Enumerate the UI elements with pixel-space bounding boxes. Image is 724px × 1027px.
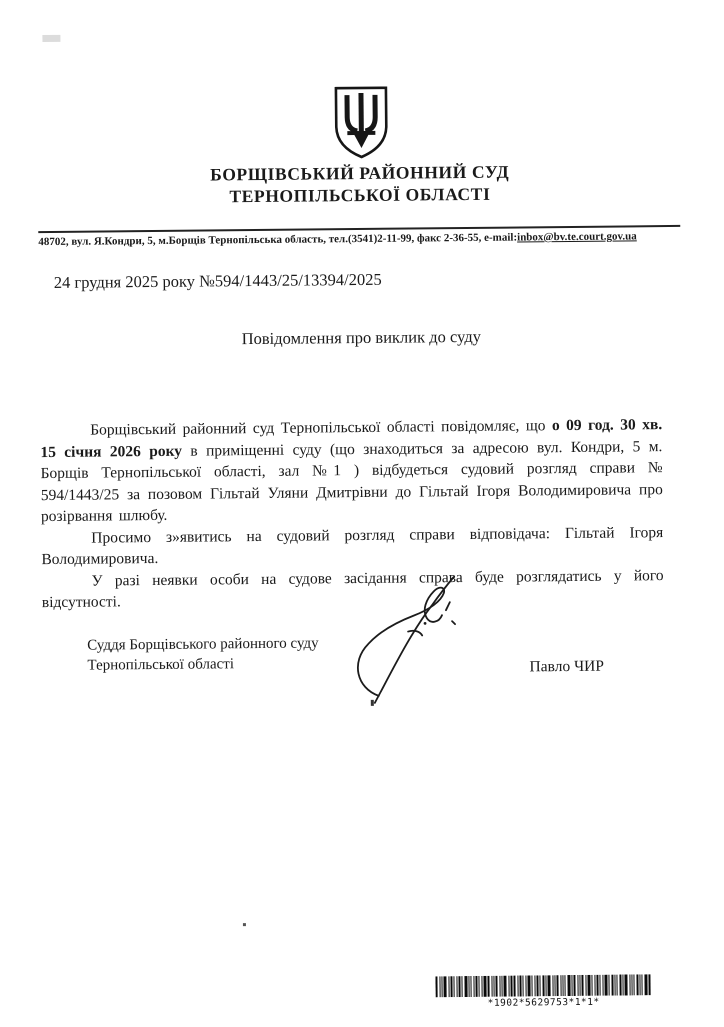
barcode-bar xyxy=(473,976,474,997)
barcode-bar xyxy=(522,975,523,996)
barcode-bar xyxy=(481,976,482,997)
scan-smudge xyxy=(42,35,60,42)
barcode-bar xyxy=(519,975,521,996)
barcode-bar xyxy=(478,976,479,997)
barcode-bar xyxy=(499,976,500,997)
barcode-bar xyxy=(453,976,454,997)
barcode-bar xyxy=(599,975,600,996)
barcode-bar xyxy=(624,974,627,995)
barcode-bar xyxy=(591,975,592,996)
barcode-bar xyxy=(631,974,632,995)
barcode-bar xyxy=(573,975,575,996)
barcode-bar xyxy=(458,976,460,997)
barcode-bar xyxy=(517,976,518,997)
barcode-bar xyxy=(470,976,471,997)
judge-role-line2: Тернопільської області xyxy=(87,656,235,674)
ukraine-trident-emblem-icon xyxy=(330,85,393,162)
barcode-bar xyxy=(594,975,595,996)
barcode-bar xyxy=(636,974,638,995)
barcode-bar xyxy=(567,975,570,996)
barcode-bar xyxy=(633,974,634,995)
barcode-bar xyxy=(556,975,558,996)
barcode-bar xyxy=(483,976,486,997)
scan-speck xyxy=(371,700,374,706)
barcode-bar xyxy=(461,976,462,997)
court-email-link[interactable]: inbox@bv.te.court.gov.ua xyxy=(517,230,637,244)
barcode-bar xyxy=(545,975,546,996)
barcode-bar xyxy=(468,976,469,997)
barcode-bar xyxy=(443,976,446,997)
barcode-bar xyxy=(525,975,526,996)
paragraph1-hearing-datetime: о 09 год. 30 хв. 15 січня 2026 року xyxy=(40,416,663,461)
barcode-bar xyxy=(536,975,538,996)
barcode-bar xyxy=(475,976,477,997)
barcode-bar xyxy=(571,975,572,996)
body-paragraph-2: Просимо з»явитись на судовий розгляд справи відповідача: Гільтай Ігоря Володимировича. xyxy=(41,523,664,569)
barcode-bar xyxy=(577,975,578,996)
barcode-bar xyxy=(508,976,509,997)
barcode-bar xyxy=(585,975,586,996)
barcode-bar xyxy=(622,975,623,996)
barcode-bar xyxy=(448,976,449,997)
handwritten-signature xyxy=(348,575,489,704)
barcode-bar xyxy=(441,976,442,997)
judge-name: Павло ЧИР xyxy=(529,657,604,676)
barcode-bar xyxy=(450,976,452,997)
barcode-bar xyxy=(552,975,553,996)
barcode-bar xyxy=(581,975,583,996)
barcode-bar xyxy=(564,975,565,996)
barcode-bar xyxy=(487,976,489,997)
barcode-bar xyxy=(611,975,613,996)
date-and-case-number: 24 грудня 2025 року №594/1443/25/13394/2025 xyxy=(53,269,382,292)
barcode-bar xyxy=(619,975,621,996)
barcode-bars xyxy=(435,974,651,997)
barcode-bar xyxy=(562,975,563,996)
barcode-bar xyxy=(579,975,580,996)
barcode-bar xyxy=(547,975,550,996)
barcode-text: *1902*5629753*1*1* xyxy=(487,996,600,1009)
judge-role-block xyxy=(87,633,319,675)
barcode-bar xyxy=(531,975,532,996)
barcode-bar xyxy=(510,976,512,997)
barcode-bar xyxy=(501,976,502,997)
barcode-bar xyxy=(439,976,440,997)
barcode-bar xyxy=(456,976,457,997)
body-paragraph-3: У разі неявки особи на судове засідання справа буде розглядатись у його відсутності. xyxy=(41,566,664,612)
barcode-bar xyxy=(587,975,590,996)
barcode-bar xyxy=(464,976,467,997)
barcode xyxy=(435,974,651,1009)
barcode-bar xyxy=(513,976,515,997)
barcode-bar xyxy=(527,975,530,996)
court-name-line1: БОРЩІВСЬКИЙ РАЙОННИЙ СУД xyxy=(210,161,510,185)
barcode-bar xyxy=(534,975,535,996)
barcode-bar xyxy=(435,976,437,997)
barcode-bar xyxy=(493,976,494,997)
barcode-bar xyxy=(554,975,555,996)
barcode-bar xyxy=(503,976,506,997)
barcode-bar xyxy=(539,975,540,996)
paragraph1-start: Борщівський районний суд Тернопільської області повідомляє, що xyxy=(90,417,552,439)
barcode-bar xyxy=(608,975,609,996)
scan-speck xyxy=(243,923,246,926)
court-name xyxy=(0,159,722,210)
barcode-bar xyxy=(495,976,497,997)
barcode-bar xyxy=(629,974,630,995)
barcode-bar xyxy=(616,975,617,996)
barcode-bar xyxy=(542,975,544,996)
document-title: Повідомлення про виклик до суду xyxy=(241,326,482,349)
barcode-bar xyxy=(648,974,650,995)
court-name-line2: ТЕРНОПІЛЬСЬКОЇ ОБЛАСТІ xyxy=(229,183,491,207)
judge-role-line1: Суддя Борщівського районного суду xyxy=(87,635,319,654)
barcode-bar xyxy=(596,975,598,996)
barcode-bar xyxy=(604,975,607,996)
barcode-bar xyxy=(644,974,647,995)
paragraph1-end: в приміщенні суду (що знаходиться за адресою вул. Кондри, 5 м. Борщів Тернопільської області, зал №1 ) відбудеться судовий розгляд справи № 594/1443/25 за позовом Гільтай Уляни Дмитрівни до Гільтай Ігоря Володимировича про розірвання шлюбу. xyxy=(40,437,663,526)
barcode-bar xyxy=(560,975,561,996)
barcode-bar xyxy=(614,975,615,996)
body-paragraph-1 xyxy=(40,414,663,527)
barcode-bar xyxy=(491,976,492,997)
court-address-text: 48702, вул. Я.Кондри, 5, м.Борщів Тернопільська область, тел.(3541)2-11-99, факс 2-36-55, e-mail: xyxy=(38,231,518,249)
barcode-bar xyxy=(602,975,603,996)
barcode-bar xyxy=(641,974,642,995)
barcode-bar xyxy=(639,974,640,995)
